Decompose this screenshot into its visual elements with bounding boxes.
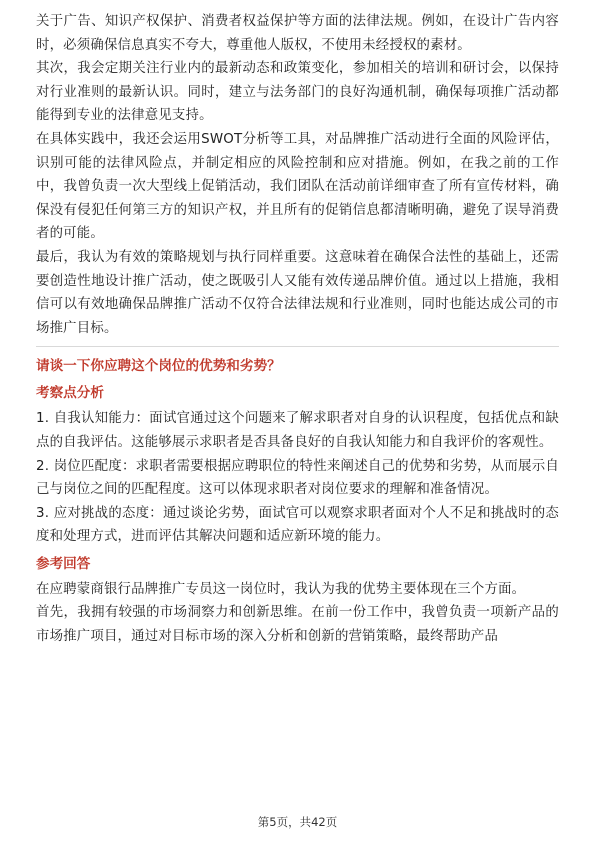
section-divider xyxy=(36,346,559,347)
body-paragraph: 关于广告、知识产权保护、消费者权益保护等方面的法律法规。例如，在设计广告内容时，必须确保信息真实不夸大，尊重他人版权，不使用未经授权的素材。 xyxy=(36,14,559,53)
answer-title: 参考回答 xyxy=(36,555,91,572)
analysis-item: 3. 应对挑战的态度：通过谈论劣势，面试官可以观察求职者面对个人不足和挑战时的态度和处理方式，进而评估其解决问题和适应新环境的能力。 xyxy=(36,505,559,545)
page-number-footer: 第5页，共42页 xyxy=(257,815,338,829)
question-heading: 请谈一下你应聘这个岗位的优势和劣势？ xyxy=(36,358,281,375)
analysis-title: 考察点分析 xyxy=(36,385,104,402)
answer-paragraph: 在应聘蒙商银行品牌推广专员这一岗位时，我认为我的优势主要体现在三个方面。 xyxy=(36,581,526,597)
body-paragraph: 最后，我认为有效的策略规划与执行同样重要。这意味着在确保合法性的基础上，还需要创造性地设计推广活动，使之既吸引人又能有效传递品牌价值。通过以上措施，我相信可以有效地确保品牌推广活动不仅符合法律法规和行业准则，同时也能达成公司的市场推广目标。 xyxy=(36,249,559,336)
document-page xyxy=(36,10,559,649)
analysis-item: 1. 自我认知能力：面试官通过这个问题来了解求职者对自身的认识程度，包括优点和缺点的自我评估。这能够展示求职者是否具备良好的自我认知能力和自我评价的客观性。 xyxy=(36,411,559,450)
body-paragraph: 其次，我会定期关注行业内的最新动态和政策变化，参加相关的培训和研讨会，以保持对行业准则的最新认识。同时，建立与法务部门的良好沟通机制，确保每项推广活动都能得到专业的法律意见支持。 xyxy=(36,61,559,124)
analysis-item: 2. 岗位匹配度：求职者需要根据应聘职位的特性来阐述自己的优势和劣势，从而展示自己与岗位之间的匹配程度。这可以体现求职者对岗位要求的理解和准备情况。 xyxy=(36,458,559,498)
body-paragraph: 在具体实践中，我还会运用SWOT分析等工具，对品牌推广活动进行全面的风险评估，识别可能的法律风险点，并制定相应的风险控制和应对措施。例如，在我之前的工作中，我曾负责一次大型线上促销活动，我们团队在活动前详细审查了所有宣传材料，确保没有侵犯任何第三方的知识产权，并且所有的促销信息都清晰明确，避免了误导消费者的可能。 xyxy=(36,131,559,242)
answer-paragraph: 首先，我拥有较强的市场洞察力和创新思维。在前一份工作中，我曾负责一项新产品的市场推广项目，通过对目标市场的深入分析和创新的营销策略，最终帮助产品 xyxy=(36,605,559,645)
